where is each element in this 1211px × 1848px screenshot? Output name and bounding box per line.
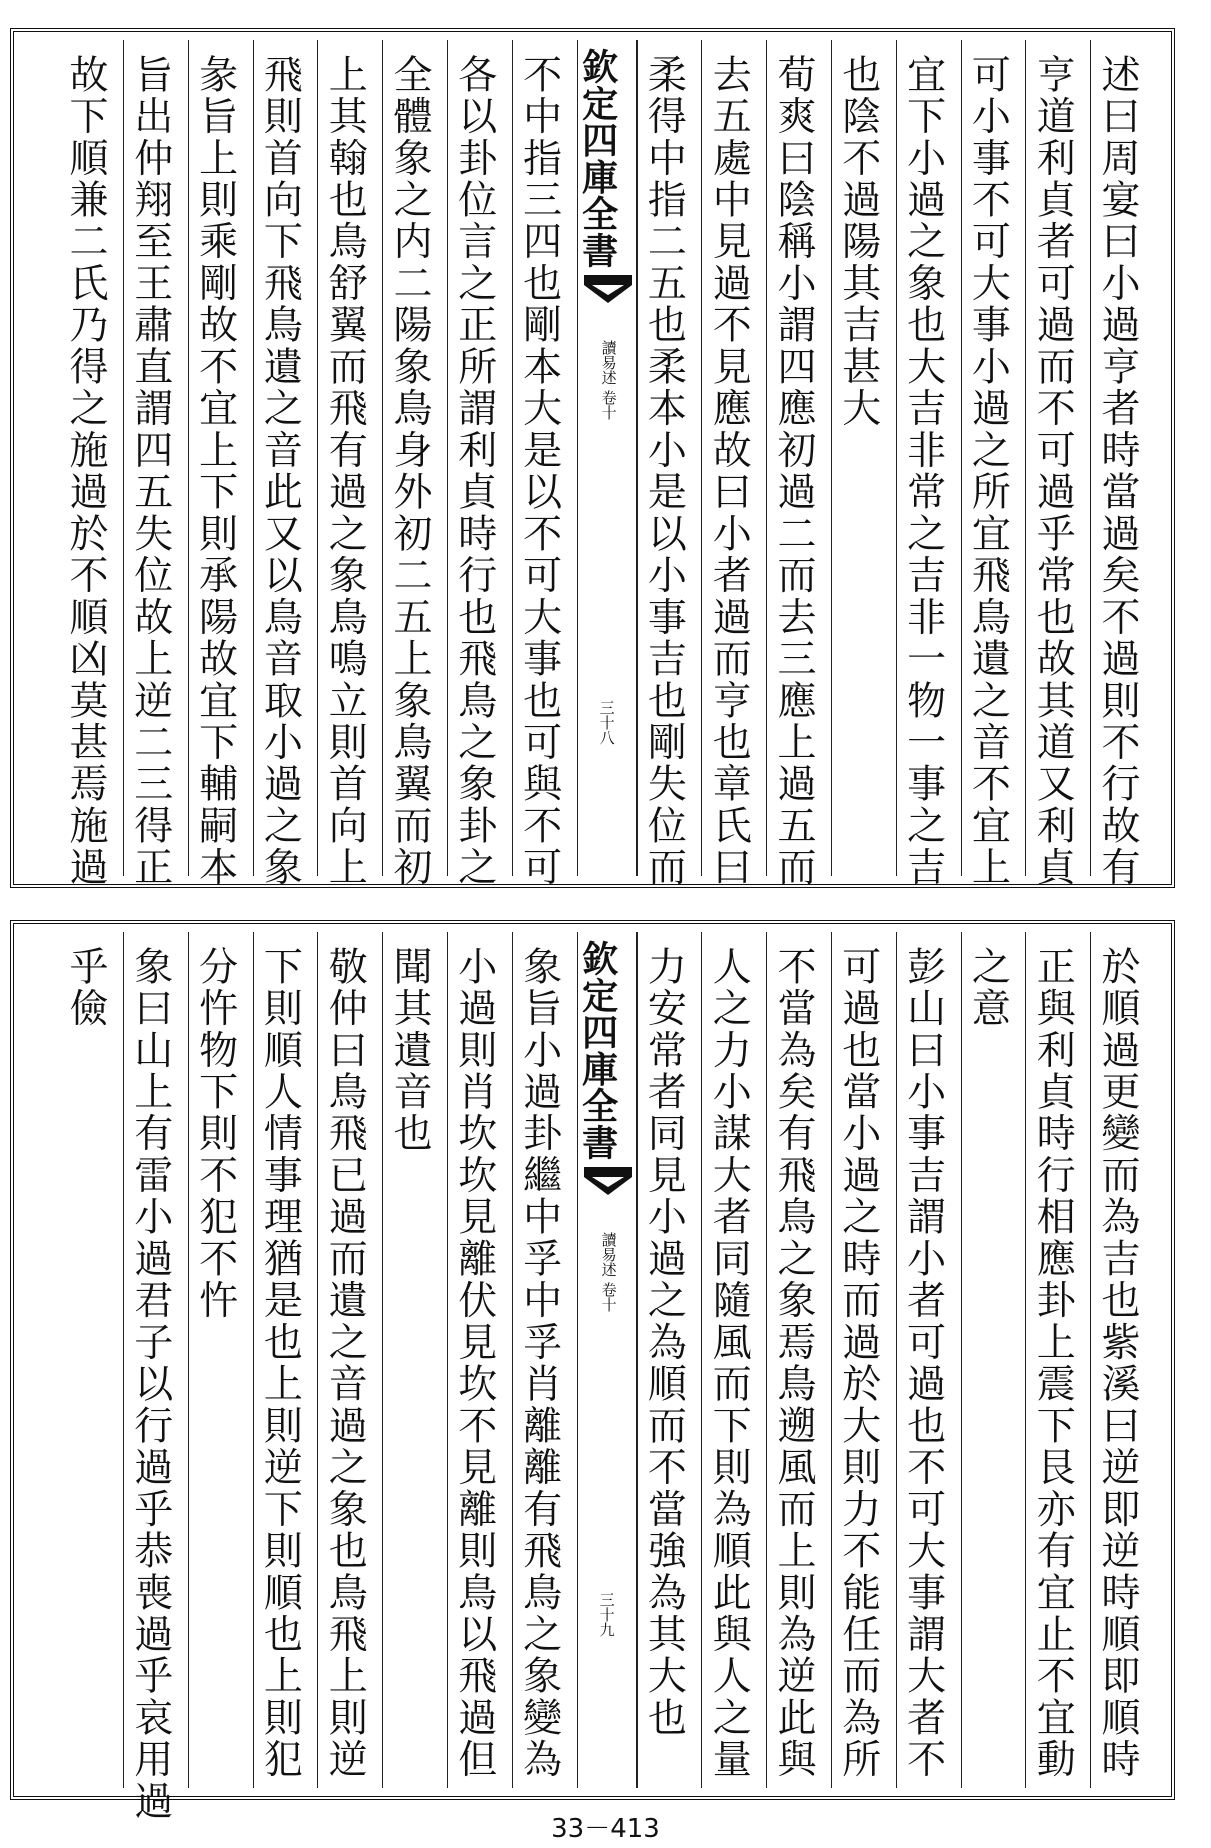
text-column (317, 40, 382, 889)
gutter-title: 欽定四庫全書 (576, 940, 619, 1161)
column-text: 旨出仲翔至王肅直謂四五失位故上逆二三得正 (127, 54, 173, 889)
column-text: 宜下小過之象也大吉非常之吉非一物一事之吉 (900, 54, 946, 889)
gutter-column (577, 40, 637, 876)
column-text: 彖旨上則乘剛故不宜上下則承陽故宜下輔嗣本 (192, 54, 238, 889)
column-text: 也陰不過陽其吉甚大 (835, 54, 881, 430)
text-column (447, 932, 512, 1788)
column-text: 人之力小謀大者同隨風而下則為順此與人之量 (706, 946, 752, 1781)
text-column (961, 932, 1026, 1788)
column-text: 不當為矣有飛鳥之象焉鳥遡風而上則為逆此與 (770, 946, 816, 1781)
column-text: 可小事不可大事小過之所宜飛鳥遺之音不宜上 (965, 54, 1011, 889)
column-text: 柔得中指二五也柔本小是以小事吉也剛失位而 (641, 54, 687, 889)
text-column (317, 932, 382, 1788)
bottom-page-panel (10, 920, 1175, 1823)
column-text: 分忤物下則不犯不忤 (192, 946, 238, 1322)
leaf-number: 三十八 (597, 700, 616, 745)
column-text: 乎儉 (62, 946, 108, 1030)
column-text: 上其翰也鳥舒翼而飛有過之象鳥鳴立則首向上 (322, 54, 368, 889)
column-text: 敬仲曰鳥飛已過而遺之音過之象也鳥飛上則逆 (322, 946, 368, 1781)
text-column (382, 932, 447, 1788)
column-text: 各以卦位言之正所謂利貞時行也飛鳥之象卦之 (451, 54, 497, 889)
column-text: 下則順人情事理猶是也上則逆下則順也上則犯 (257, 946, 303, 1781)
text-column (896, 40, 961, 889)
text-column (637, 932, 702, 1788)
column-text: 正與利貞時行相應卦上震下艮亦有宜止不宜動 (1030, 946, 1076, 1781)
column-text: 飛則首向下飛鳥遺之音此又以鳥音取小過之象 (257, 54, 303, 889)
text-column (831, 932, 896, 1788)
column-text: 象曰山上有雷小過君子以行過乎恭喪過乎哀用過 (127, 946, 173, 1823)
column-text: 小過則肖坎坎見離伏見坎不見離則鳥以飛過但 (451, 946, 497, 1781)
text-column (896, 932, 961, 1788)
text-column (123, 932, 188, 1823)
text-column (1025, 40, 1090, 889)
text-column (831, 40, 896, 876)
text-column (512, 932, 577, 1788)
bottom-text-grid (22, 932, 1163, 1823)
text-column (253, 40, 318, 889)
column-text: 述曰周宴曰小過亨者時當過矣不過則不行故有 (1094, 54, 1140, 889)
text-column (188, 40, 253, 889)
text-column (766, 932, 831, 1788)
top-text-grid (22, 40, 1163, 889)
top-page-panel (10, 28, 1175, 888)
column-text: 聞其遺音也 (386, 946, 432, 1155)
text-column (512, 40, 577, 889)
text-column (701, 40, 766, 889)
text-column (1090, 40, 1155, 889)
page-number-footer: 33－413 (551, 1814, 660, 1844)
text-column (382, 40, 447, 889)
fishtail-mark-icon (584, 1167, 632, 1197)
fishtail-mark-icon (584, 275, 632, 305)
text-column (701, 932, 766, 1788)
leaf-number: 三十九 (597, 1592, 616, 1637)
column-text: 全體象之内二陽象鳥身外初二五上象鳥翼而初 (386, 54, 432, 889)
text-column (1025, 932, 1090, 1788)
text-column (58, 932, 123, 1788)
column-text: 彭山曰小事吉謂小者可過也不可大事謂大者不 (900, 946, 946, 1781)
column-text: 亨道利貞者可過而不可過乎常也故其道又利貞 (1030, 54, 1076, 889)
volume-label: 讀易述 卷十 (599, 1232, 618, 1312)
column-text: 可過也當小過之時而過於大則力不能任而為所 (835, 946, 881, 1781)
text-column (58, 40, 123, 889)
gutter-title: 欽定四庫全書 (576, 48, 619, 269)
text-column (961, 40, 1026, 889)
text-column (637, 40, 702, 889)
column-text: 於順過更變而為吉也紫溪曰逆即逆時順即順時 (1094, 946, 1140, 1781)
volume-label: 讀易述 卷十 (599, 340, 618, 420)
column-text: 去五處中見過不見應故曰小者過而亨也章氏曰 (706, 54, 752, 889)
text-column (1090, 932, 1155, 1788)
text-column (123, 40, 188, 889)
text-column (253, 932, 318, 1788)
column-text: 不中指三四也剛本大是以不可大事也可與不可 (516, 54, 562, 889)
text-column (188, 932, 253, 1788)
column-text: 荀爽曰陰稱小謂四應初過二而去三應上過五而 (770, 54, 816, 889)
column-text: 象旨小過卦繼中孚中孚肖離離有飛鳥之象變為 (516, 946, 562, 1781)
text-column (447, 40, 512, 889)
column-text: 之意 (965, 946, 1011, 1030)
gutter-column (577, 932, 637, 1788)
column-text: 故下順兼二氏乃得之施過於不順凶莫甚焉施過 (62, 54, 108, 889)
column-text: 力安常者同見小過之為順而不當強為其大也 (641, 946, 687, 1739)
text-column (766, 40, 831, 889)
